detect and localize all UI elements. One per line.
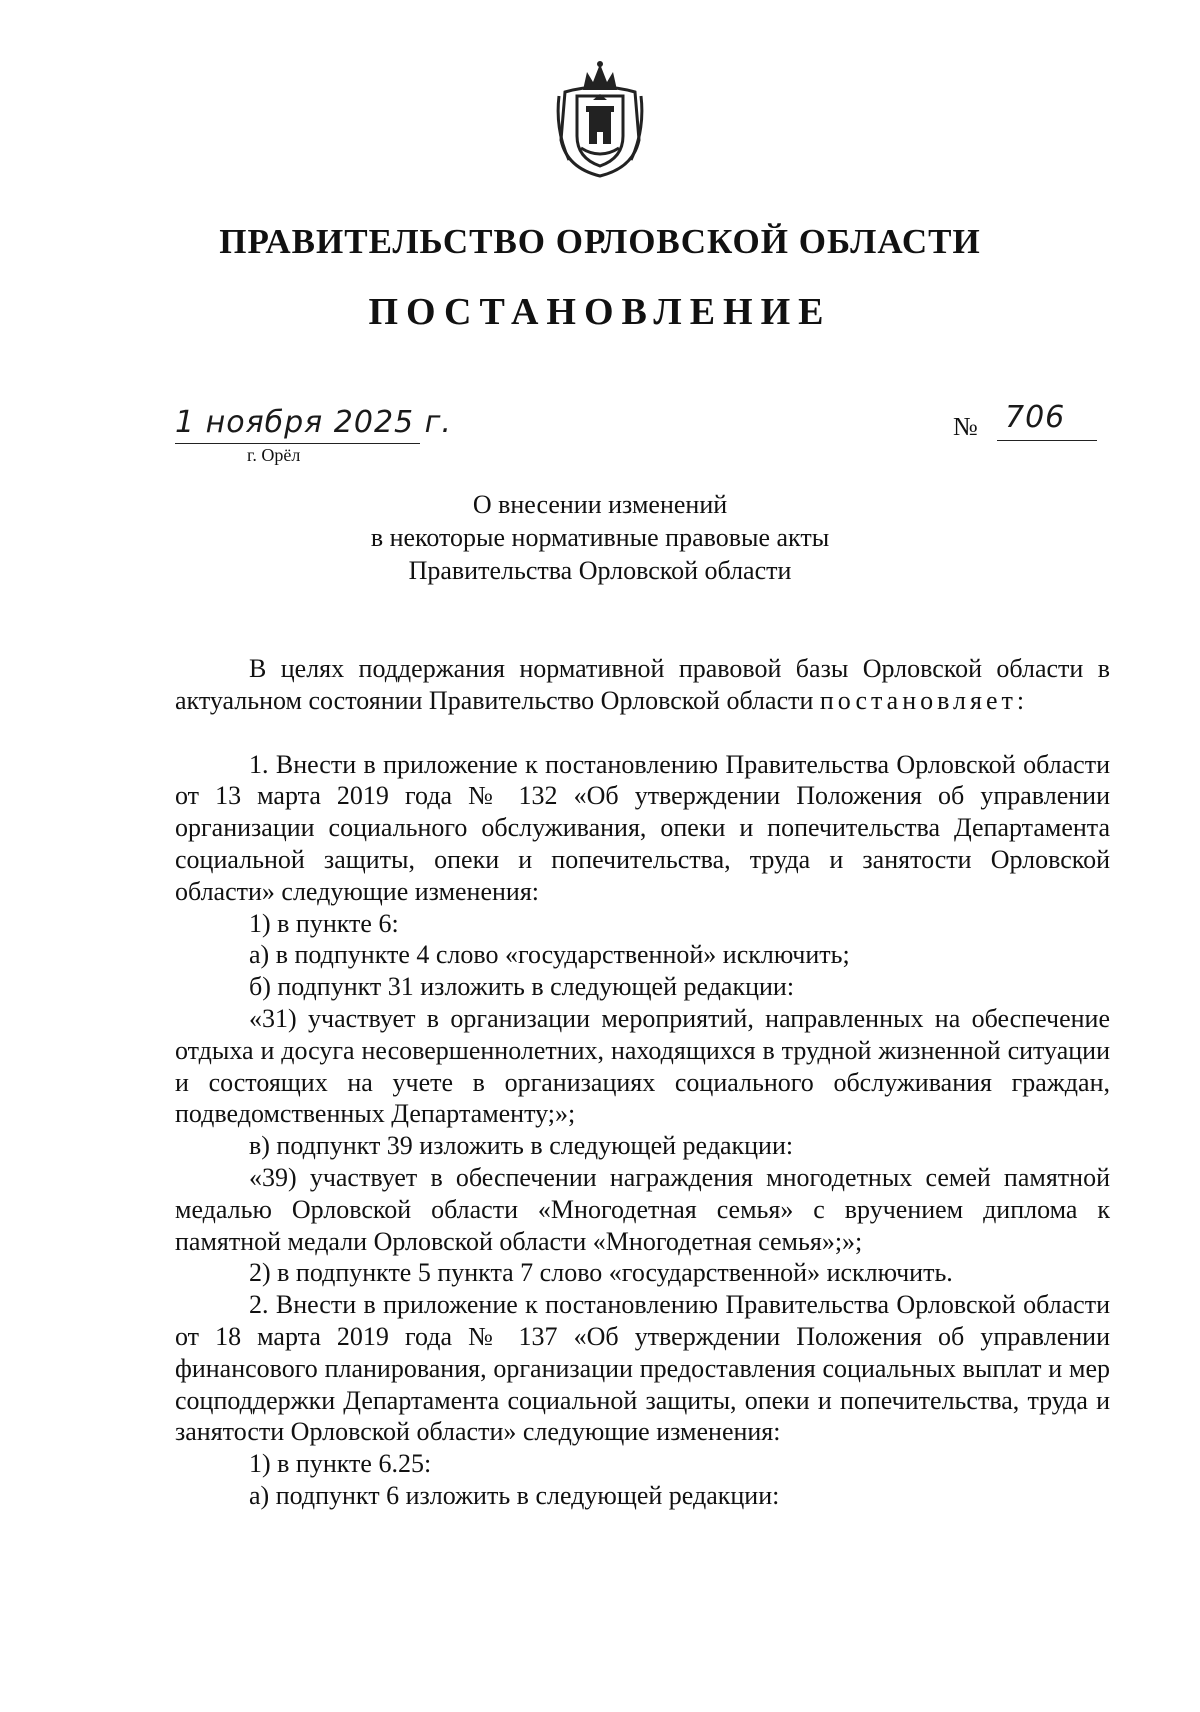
subject-line: О внесении изменений bbox=[472, 490, 728, 519]
subject-line: в некоторые нормативные правовые акты bbox=[370, 523, 830, 552]
date-underline bbox=[175, 443, 420, 444]
handwritten-date: 1 ноября 2025 г. bbox=[175, 405, 452, 440]
preamble-paragraph bbox=[175, 653, 1110, 717]
item-1-1-b-text: «31) участвует в организации мероприятий, направленных на обеспечение отдыха и досуга несовершеннолетних, находящихся в трудной жизненной ситуации и состоящих на учете в организациях социального обслуживания граждан, подведомственных Департаменту;»; bbox=[175, 1003, 1110, 1129]
preamble-colon: : bbox=[1016, 685, 1025, 715]
item-1-1-b: б) подпункт 31 изложить в следующей редакции: bbox=[249, 972, 795, 1002]
subject-line: Правительства Орловской области bbox=[408, 556, 792, 585]
organization-title: ПРАВИТЕЛЬСТВО ОРЛОВСКОЙ ОБЛАСТИ bbox=[219, 222, 981, 261]
item-1-1-c: в) подпункт 39 изложить в следующей редакции: bbox=[249, 1131, 794, 1161]
document-type-title: ПОСТАНОВЛЕНИЕ bbox=[368, 291, 832, 333]
item-1-2: 2) в подпункте 5 пункта 7 слово «государственной» исключить. bbox=[249, 1258, 953, 1288]
item-2-1-a: а) подпункт 6 изложить в следующей редакции: bbox=[249, 1480, 780, 1510]
item-1-1: 1) в пункте 6: bbox=[249, 908, 399, 938]
number-underline bbox=[997, 440, 1097, 441]
date-block bbox=[175, 405, 475, 465]
coat-of-arms-icon bbox=[555, 60, 645, 183]
paragraph-2: 2. Внести в приложение к постановлению Правительства Орловской области от 18 марта 2019 года № 137 «Об утверждении Положения об управлении финансового планирования, организации предоставления социальных выплат и мер соцподдержки Департамента социальной защиты, опеки и попечительства, труда и занятости Орловской области» следующие изменения: bbox=[175, 1290, 1110, 1447]
document-body bbox=[175, 653, 1110, 1512]
document-subject bbox=[0, 488, 1200, 587]
item-2-1: 1) в пункте 6.25: bbox=[249, 1449, 432, 1479]
item-1-1-c-text: «39) участвует в обеспечении награждения многодетных семей памятной медалью Орловской области «Многодетная семья» с вручением диплома к памятной медали Орловской области «Многодетная семья»;»; bbox=[175, 1162, 1110, 1256]
paragraph-1: 1. Внести в приложение к постановлению Правительства Орловской области от 13 марта 2019 года № 132 «Об утверждении Положения об управлении организации социального обслуживания, опеки и попечительства Департамента социальной защиты, опеки и попечительства, труда и занятости Орловской области» следующие изменения: bbox=[175, 749, 1110, 906]
preamble-keyword: постановляет bbox=[819, 685, 1017, 715]
city-label: г. Орёл bbox=[247, 445, 301, 465]
number-sign: № bbox=[953, 412, 978, 441]
handwritten-number: 706 bbox=[1005, 400, 1066, 435]
item-1-1-a: а) в подпункте 4 слово «государственной» исключить; bbox=[249, 940, 850, 970]
preamble-text: В целях поддержания нормативной правовой базы Орловской области в актуальном состоянии Правительство Орловской области bbox=[175, 654, 1110, 715]
